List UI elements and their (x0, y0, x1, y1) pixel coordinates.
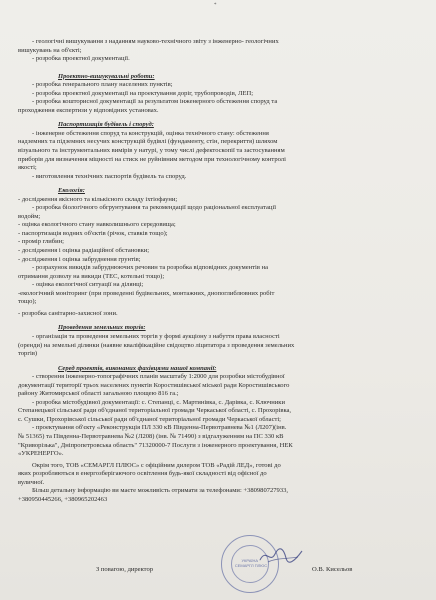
regards-label: З повагою, директор (96, 566, 153, 573)
auctions-line: торгів) (18, 350, 38, 358)
closing-contact: Більш детальну інформацію ви маєте можливість отримати за телефонами: +380980727933, (32, 487, 289, 495)
projects-line: - проектування об'єкту «Реконструкція ПЛ 330 кВ Південна-Первотравнева №1 (Л207)(інв. (32, 424, 287, 432)
projects-line: «УКРЕНЕРГО». (18, 450, 64, 458)
ecology-line: тощо); (18, 298, 37, 306)
closing-para-3: вуличної. (18, 478, 45, 486)
geology-line-2: вишукувань на об'єкті; (18, 46, 82, 54)
ecology-heading: Екологія: (58, 187, 85, 195)
geology-line-1: - геологічні вишукування з наданням науково-технічного звіту з інженерно- геологічних (32, 38, 279, 45)
passport-line: візуального та інструментальних вимірів у натурі, у тому числі дефектоскопії та застосуванням (18, 147, 285, 155)
geology-line-3: - розробка проектної документації. (32, 55, 130, 63)
ecology-line: - паспортизація водних об'єктів (річок, ставків тощо); (18, 229, 168, 237)
projects-line: № 51365) та Південна-Первотравнева №2 (Л208) (інв. № 71490) з відгалуженням на ПС 330 кВ (18, 432, 284, 440)
passport-line: - виготовлення технічних паспортів будівель та споруд. (32, 172, 187, 180)
survey-item: - розробка кошторисної документації за результатом інженерного обстеження споруд та (32, 98, 278, 106)
signature-block (96, 566, 353, 575)
passport-line: якості; (18, 164, 37, 172)
director-name: О.В. Кисельов (312, 566, 353, 573)
passport-line: приборів для визначення міцності на стиск не руйнівним методом при технологічному контролі (18, 155, 286, 163)
projects-line: "Криворізька", Дніпропетровська область" 71320000-7 Послуги з інженерного проектування, НЕК (18, 441, 293, 449)
ecology-line: - розрахунок викидів забруднюючих речовин та розробка відповідних документів на (32, 264, 268, 272)
survey-item: - розробка проектної документації на проектування доріг, трубопроводів, ЛЕП; (32, 89, 254, 97)
stamp-text: УКРАЇНА · СЕМАРГЛ ПЛЮС (234, 558, 268, 568)
projects-line: - розробка містобудівної документації: с. Степанці, с. Мартинівка, с. Дарівка, с. Ключники (32, 398, 285, 406)
survey-heading: Проектно-вишукувальні роботи: (58, 72, 155, 80)
closing-phones: +380950445266, +380965202463 (18, 495, 108, 503)
closing-para-2: яких розробляються в енергозберігаючого освітлення будь-якої складності від офісної до (18, 470, 267, 478)
survey-item: проходження експертизи у відповідних установах. (18, 106, 159, 114)
ecology-line: - промір глибин; (18, 238, 64, 246)
auctions-line: (оренди) на земельні ділянки (наявне кваліфікаційне свідоцтво ліцитатора з проведення земельних (18, 341, 295, 349)
projects-heading: Серед проектів, виконаних фахівцями нашої компанії: (58, 364, 217, 372)
ecology-line: - дослідження і оцінка радіаційної обстановки; (18, 247, 150, 255)
ecology-line: водойм; (18, 212, 41, 220)
ecology-line: - оцінка екологічної ситуації на ділянці; (32, 281, 144, 289)
closing-para-1: Окрім того, ТОВ «СЕМАРГЛ ПЛЮС» с офіційним дилером ТОВ «Радій ЛЕД», готові до (32, 461, 281, 469)
auctions-heading: Проведення земельних торгів: (58, 324, 146, 332)
projects-line: - створення інженерно-топографічних планів масштабу 1:2000 для розробки містобудівної (32, 373, 285, 381)
projects-line: району Житомирської області загальною площею 816 га.; (18, 390, 179, 398)
passport-line: - інженерне обстеження споруд та конструкцій, оцінка технічного стану: обстеження (32, 129, 269, 137)
passport-line: надземних та підземних несучих конструкцій будівлі (фундаменту, стін, перекриття) шляхом (18, 138, 278, 146)
ecology-line: - дослідження і оцінка забруднення грунтів; (18, 255, 141, 263)
top-mark: * (214, 3, 217, 8)
ecology-line: - розробка санітарно-захисної зони. (18, 309, 118, 317)
ecology-line: - розробка біологічного обгрунтування та рекомендації щодо раціональної експлуатації (32, 204, 277, 212)
projects-line: Степанецької сільської ради об'єднаної територіальної громади Черкаської області, с. Прохорівка, (18, 407, 292, 415)
auctions-line: - організація та проведення земельних торгів у формі аукціону з набуття права власності (32, 332, 280, 340)
projects-line: документації території трьох населених пунктів Коростишівської міської ради Коростишівського (18, 381, 290, 389)
ecology-line: - дослідження якісного та кількісного складу іхтіофауни; (18, 195, 178, 203)
ecology-line: - оцінка екологічного стану навколишнього середовища; (18, 221, 176, 229)
passport-heading: Паспортизація будівель і споруд: (58, 121, 154, 129)
ecology-line: -екологічний моніторинг (при проведенні будівельних, монтажних, днопоглиблювних робіт (18, 289, 275, 297)
survey-item: - розробка генерального плану населених пунктів; (32, 81, 173, 89)
projects-line: с. Сушки, Прохорівської сільської ради об'єднаної територіальної громади Черкаської області; (18, 415, 281, 423)
ecology-line: отримання дозволу на викиди (ТЕС, котельні тощо); (18, 272, 165, 280)
